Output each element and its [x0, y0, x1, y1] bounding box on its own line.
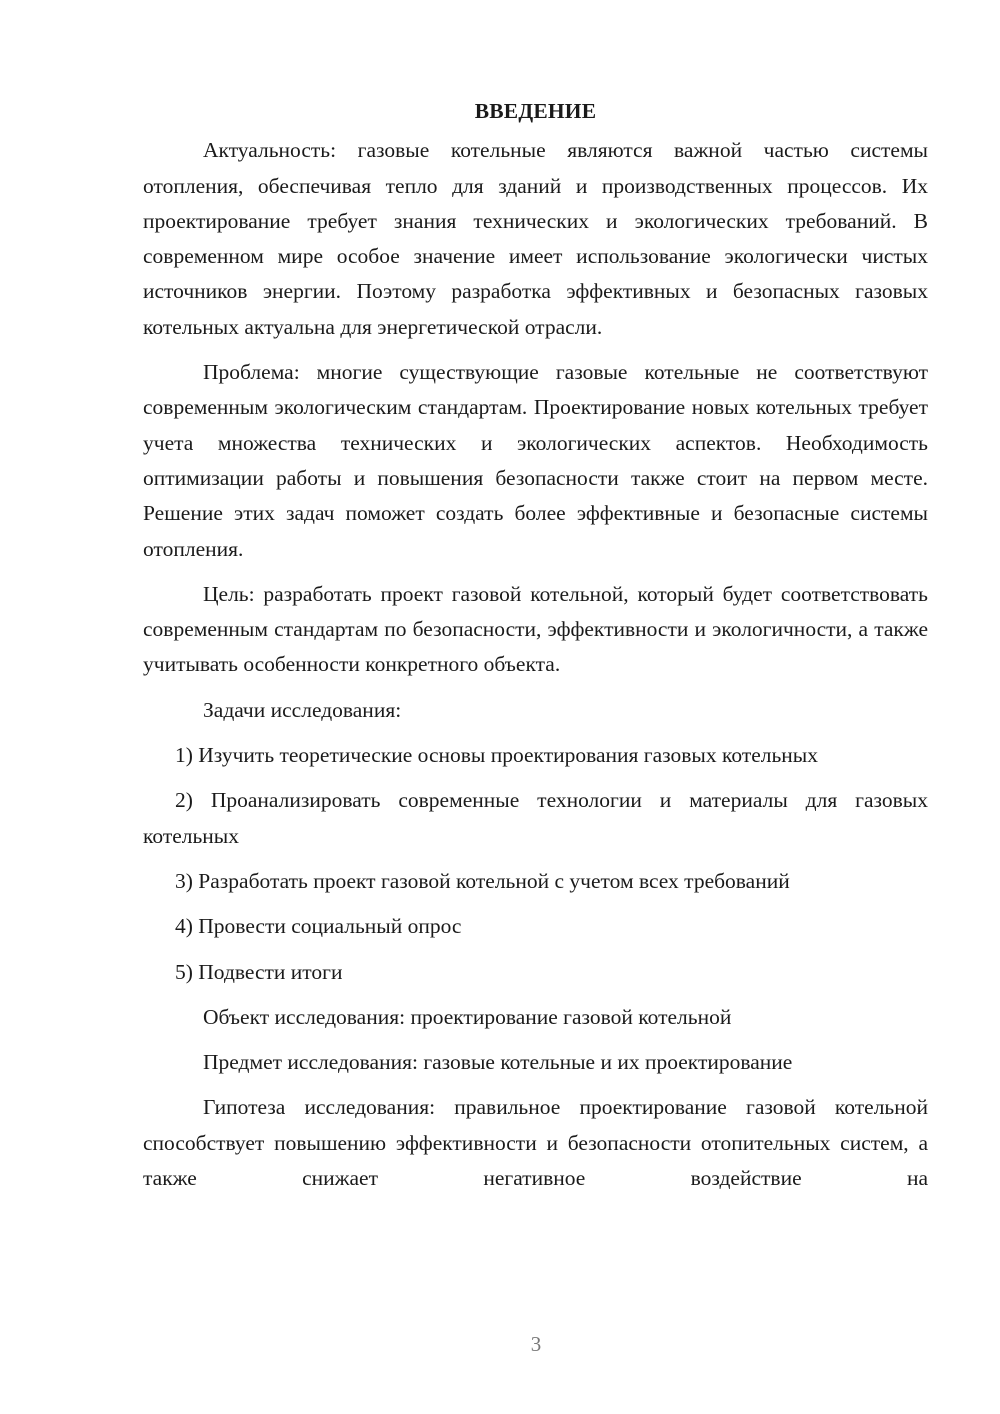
task-item: 4) Провести социальный опрос [175, 914, 462, 939]
paragraph-hypothesis: Гипотеза исследования: правильное проектирование газовой котельной способствует повышению эффективности и безопасности отопительных систем, а также снижает негативное воздействие на [143, 1095, 928, 1191]
section-heading: ВВЕДЕНИЕ [474, 99, 597, 123]
task-item: 2) Проанализировать современные технологии и материалы для газовых котельных [143, 788, 928, 848]
document-body [143, 94, 928, 1196]
paragraph-subject: Предмет исследования: газовые котельные и их проектирование [203, 1050, 793, 1075]
task-item: 3) Разработать проект газовой котельной с учетом всех требований [175, 868, 790, 893]
paragraph-problem: Проблема: многие существующие газовые котельные не соответствуют современным экологическим стандартам. Проектирование новых котельных требует учета множества технических и экологических аспектов. Необходимость оптимизации работы и повышения безопасности также стоит на первом месте. Решение этих задач поможет создать более эффективные и безопасные системы отопления. [143, 360, 928, 561]
paragraph-relevance: Актуальность: газовые котельные являются важной частью системы отопления, обеспечивая тепло для зданий и производственных процессов. Их проектирование требует знания технических и экологических требований. В современном мире особое значение имеет использование экологически чистых источников энергии. Поэтому разработка эффективных и безопасных газовых котельных актуальна для энергетической отрасли. [143, 138, 928, 339]
paragraph-goal: Цель: разработать проект газовой котельной, который будет соответствовать современным стандартам по безопасности, эффективности и экологичности, а также учитывать особенности конкретного объекта. [143, 581, 928, 677]
task-item: 1) Изучить теоретические основы проектирования газовых котельных [175, 743, 818, 768]
paragraph-object: Объект исследования: проектирование газовой котельной [203, 1004, 732, 1029]
task-item: 5) Подвести итоги [175, 959, 343, 984]
page-number: 3 [530, 1332, 542, 1356]
tasks-heading: Задачи исследования: [203, 697, 402, 722]
